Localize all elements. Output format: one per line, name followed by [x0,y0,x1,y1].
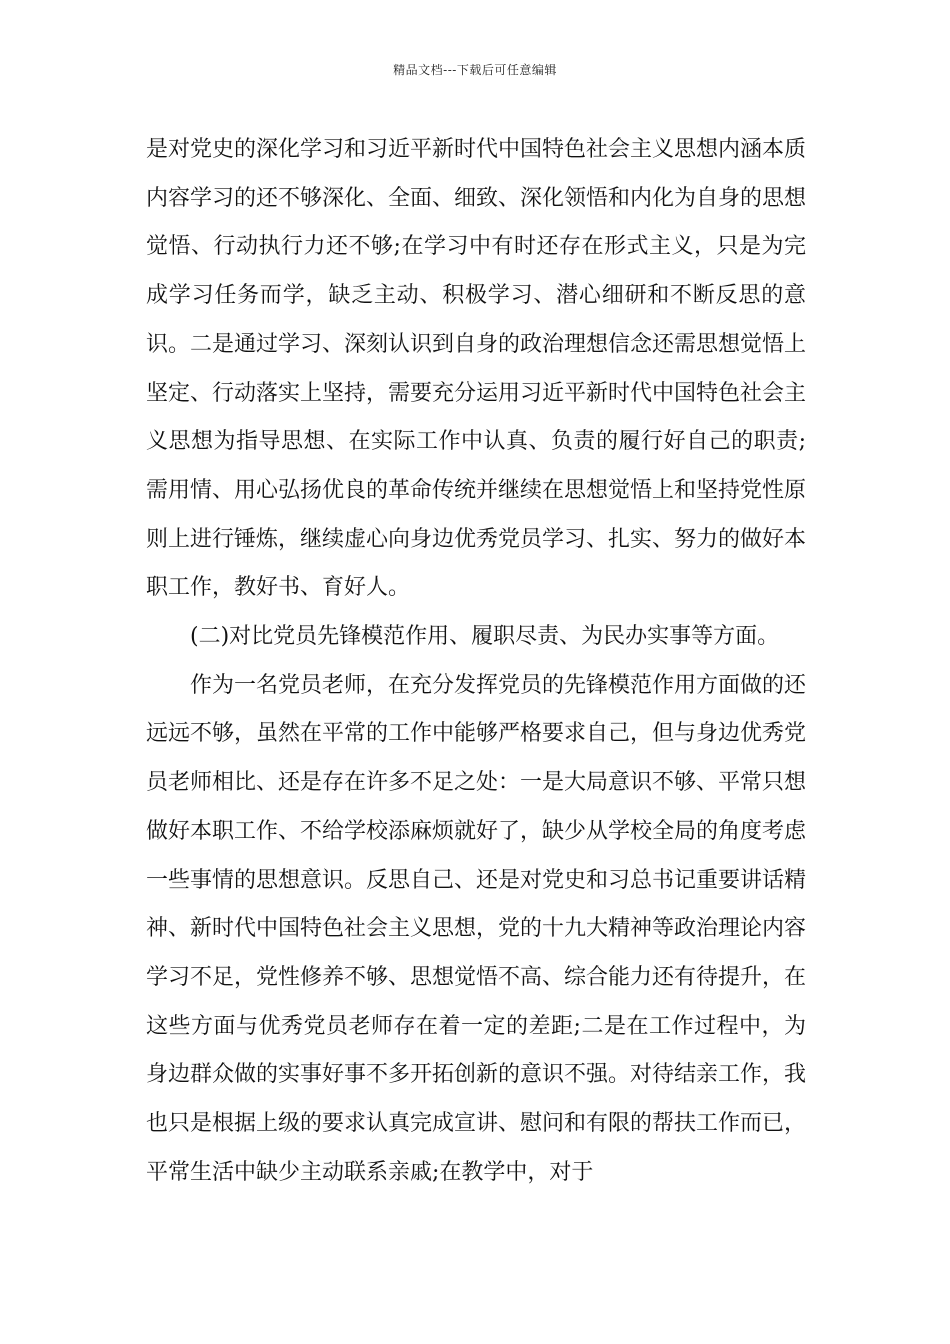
section-heading: (二)对比党员先锋模范作用、履职尽责、为民办实事等方面。 [190,624,780,650]
paragraph-continued: 是对党史的深化学习和习近平新时代中国特色社会主义思想内涵本质内容学习的还不够深化、全面、细致、深化领悟和内化为自身的思想觉悟、行动执行力还不够;在学习中有时还存在形式主义，只是为完成学习任务而学，缺乏主动、积极学习、潜心细研和不断反思的意识。二是通过学习、深刻认识到自身的政治理想信念还需思想觉悟上坚定、行动落实上坚持，需要充分运用习近平新时代中国特色社会主义思想为指导思想、在实际工作中认真、负责的履行好自己的职责;需用情、用心弘扬优良的革命传统并继续在思想觉悟上和坚持党性原则上进行锤炼，继续虚心向身边优秀党员学习、扎实、努力的做好本职工作，教好书、育好人。 [146,137,807,601]
document-body [146,126,806,1197]
paragraph: 作为一名党员老师，在充分发挥党员的先锋模范作用方面做的还远远不够，虽然在平常的工作中能够严格要求自己，但与身边优秀党员老师相比、还是存在许多不足之处：一是大局意识不够、平常只想做好本职工作、不给学校添麻烦就好了，缺少从学校全局的角度考虑一些事情的思想意识。反思自己、还是对党史和习总书记重要讲话精神、新时代中国特色社会主义思想，党的十九大精神等政治理论内容学习不足，党性修养不够、思想觉悟不高、综合能力还有待提升，在这些方面与优秀党员老师存在着一定的差距;二是在工作过程中，为身边群众做的实事好事不多开拓创新的意识不强。对待结亲工作，我也只是根据上级的要求认真完成宣讲、慰问和有限的帮扶工作而已，平常生活中缺少主动联系亲戚;在教学中，对于 [146,672,807,1185]
page-header: 精品文档---下载后可任意编辑 [393,63,557,77]
